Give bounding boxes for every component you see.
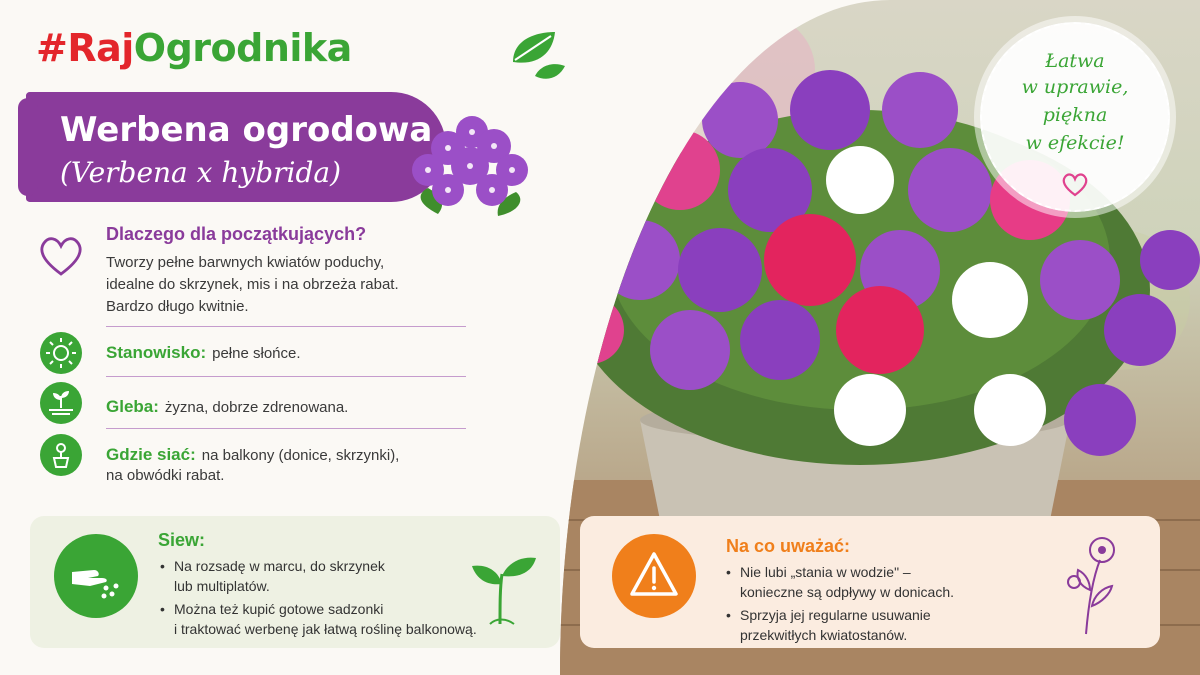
warning-icon bbox=[612, 534, 696, 618]
badge-line-4: w efekcie! bbox=[1025, 132, 1125, 154]
why-line-2: idealne do skrzynek, mis i na obrzeża rabat. bbox=[106, 276, 399, 293]
plant-common-name: Werbena ogrodowa bbox=[60, 110, 433, 150]
verbena-flower-icon bbox=[398, 104, 550, 240]
where-value-line-1: na balkony (donice, skrzynki), bbox=[201, 447, 400, 464]
badge-line-2: w uprawie, bbox=[1021, 76, 1129, 98]
soil-label: Gleba: bbox=[106, 397, 159, 416]
soil-row bbox=[106, 397, 348, 417]
seedling-icon-circle bbox=[40, 382, 82, 424]
caution-item-2-line-1: Sprzyja jej regularne usuwanie bbox=[740, 607, 931, 623]
sprout-icon bbox=[456, 544, 546, 628]
list-item bbox=[726, 605, 1046, 645]
caution-item-1-line-1: Nie lubi „stania w wodzie" – bbox=[740, 564, 911, 580]
sowing-item-1-line-1: Na rozsadę w marcu, do skrzynek bbox=[174, 558, 385, 574]
soil-value: żyzna, dobrze zdrenowana. bbox=[164, 399, 349, 416]
seed-hand-icon-circle bbox=[54, 534, 138, 618]
flower-sketch-icon bbox=[1056, 530, 1136, 640]
seed-hand-icon bbox=[54, 534, 138, 618]
where-row bbox=[106, 445, 399, 465]
where-value-line-2: na obwódki rabat. bbox=[106, 467, 225, 484]
badge-line-1: Łatwa bbox=[1045, 50, 1105, 72]
sun-icon bbox=[40, 332, 82, 374]
pot-plant-icon bbox=[40, 434, 82, 476]
hashtag-part-ogrodnika: Ogrodnika bbox=[133, 26, 352, 70]
sowing-item-1-line-2: lub multiplatów. bbox=[174, 578, 270, 594]
caution-item-1-line-2: konieczne są odpływy w donicach. bbox=[740, 584, 955, 600]
sowing-item-2-line-2: i traktować werbenę jak łatwą roślinę balkonową. bbox=[174, 621, 477, 637]
hashtag-part-raj: #Raj bbox=[36, 26, 134, 70]
warning-icon-circle bbox=[612, 534, 696, 618]
divider bbox=[106, 376, 466, 377]
leaf-icon bbox=[505, 26, 569, 86]
caution-item-2-line-2: przekwitłych kwiatostanów. bbox=[740, 627, 908, 643]
sowing-title: Siew: bbox=[158, 530, 206, 550]
divider bbox=[106, 428, 466, 429]
why-heading: Dlaczego dla początkujących? bbox=[106, 224, 367, 244]
sun-icon-circle bbox=[40, 332, 82, 374]
where-label: Gdzie siać: bbox=[106, 445, 196, 464]
caution-list bbox=[726, 562, 1046, 648]
badge-line-3: piękna bbox=[1042, 104, 1108, 126]
position-label: Stanowisko: bbox=[106, 343, 207, 362]
list-item bbox=[160, 556, 500, 596]
why-line-3: Bardzo długo kwitnie. bbox=[106, 298, 249, 315]
caution-title: Na co uważać: bbox=[726, 536, 851, 556]
sowing-item-2-line-1: Można też kupić gotowe sadzonki bbox=[174, 601, 384, 617]
position-row bbox=[106, 343, 301, 363]
position-value: pełne słońce. bbox=[212, 345, 301, 362]
hashtag-title bbox=[36, 26, 352, 70]
why-line-1: Tworzy pełne barwnych kwiatów poduchy, bbox=[106, 254, 385, 271]
sowing-list bbox=[160, 556, 500, 642]
plant-latin-name: (Verbena x hybrida) bbox=[60, 156, 341, 189]
seedling-hands-icon bbox=[40, 382, 82, 424]
pot-icon-circle bbox=[40, 434, 82, 476]
heart-icon bbox=[1060, 170, 1090, 198]
divider bbox=[106, 326, 466, 327]
list-item bbox=[726, 562, 1046, 602]
list-item bbox=[160, 599, 500, 639]
heart-icon bbox=[36, 232, 86, 278]
